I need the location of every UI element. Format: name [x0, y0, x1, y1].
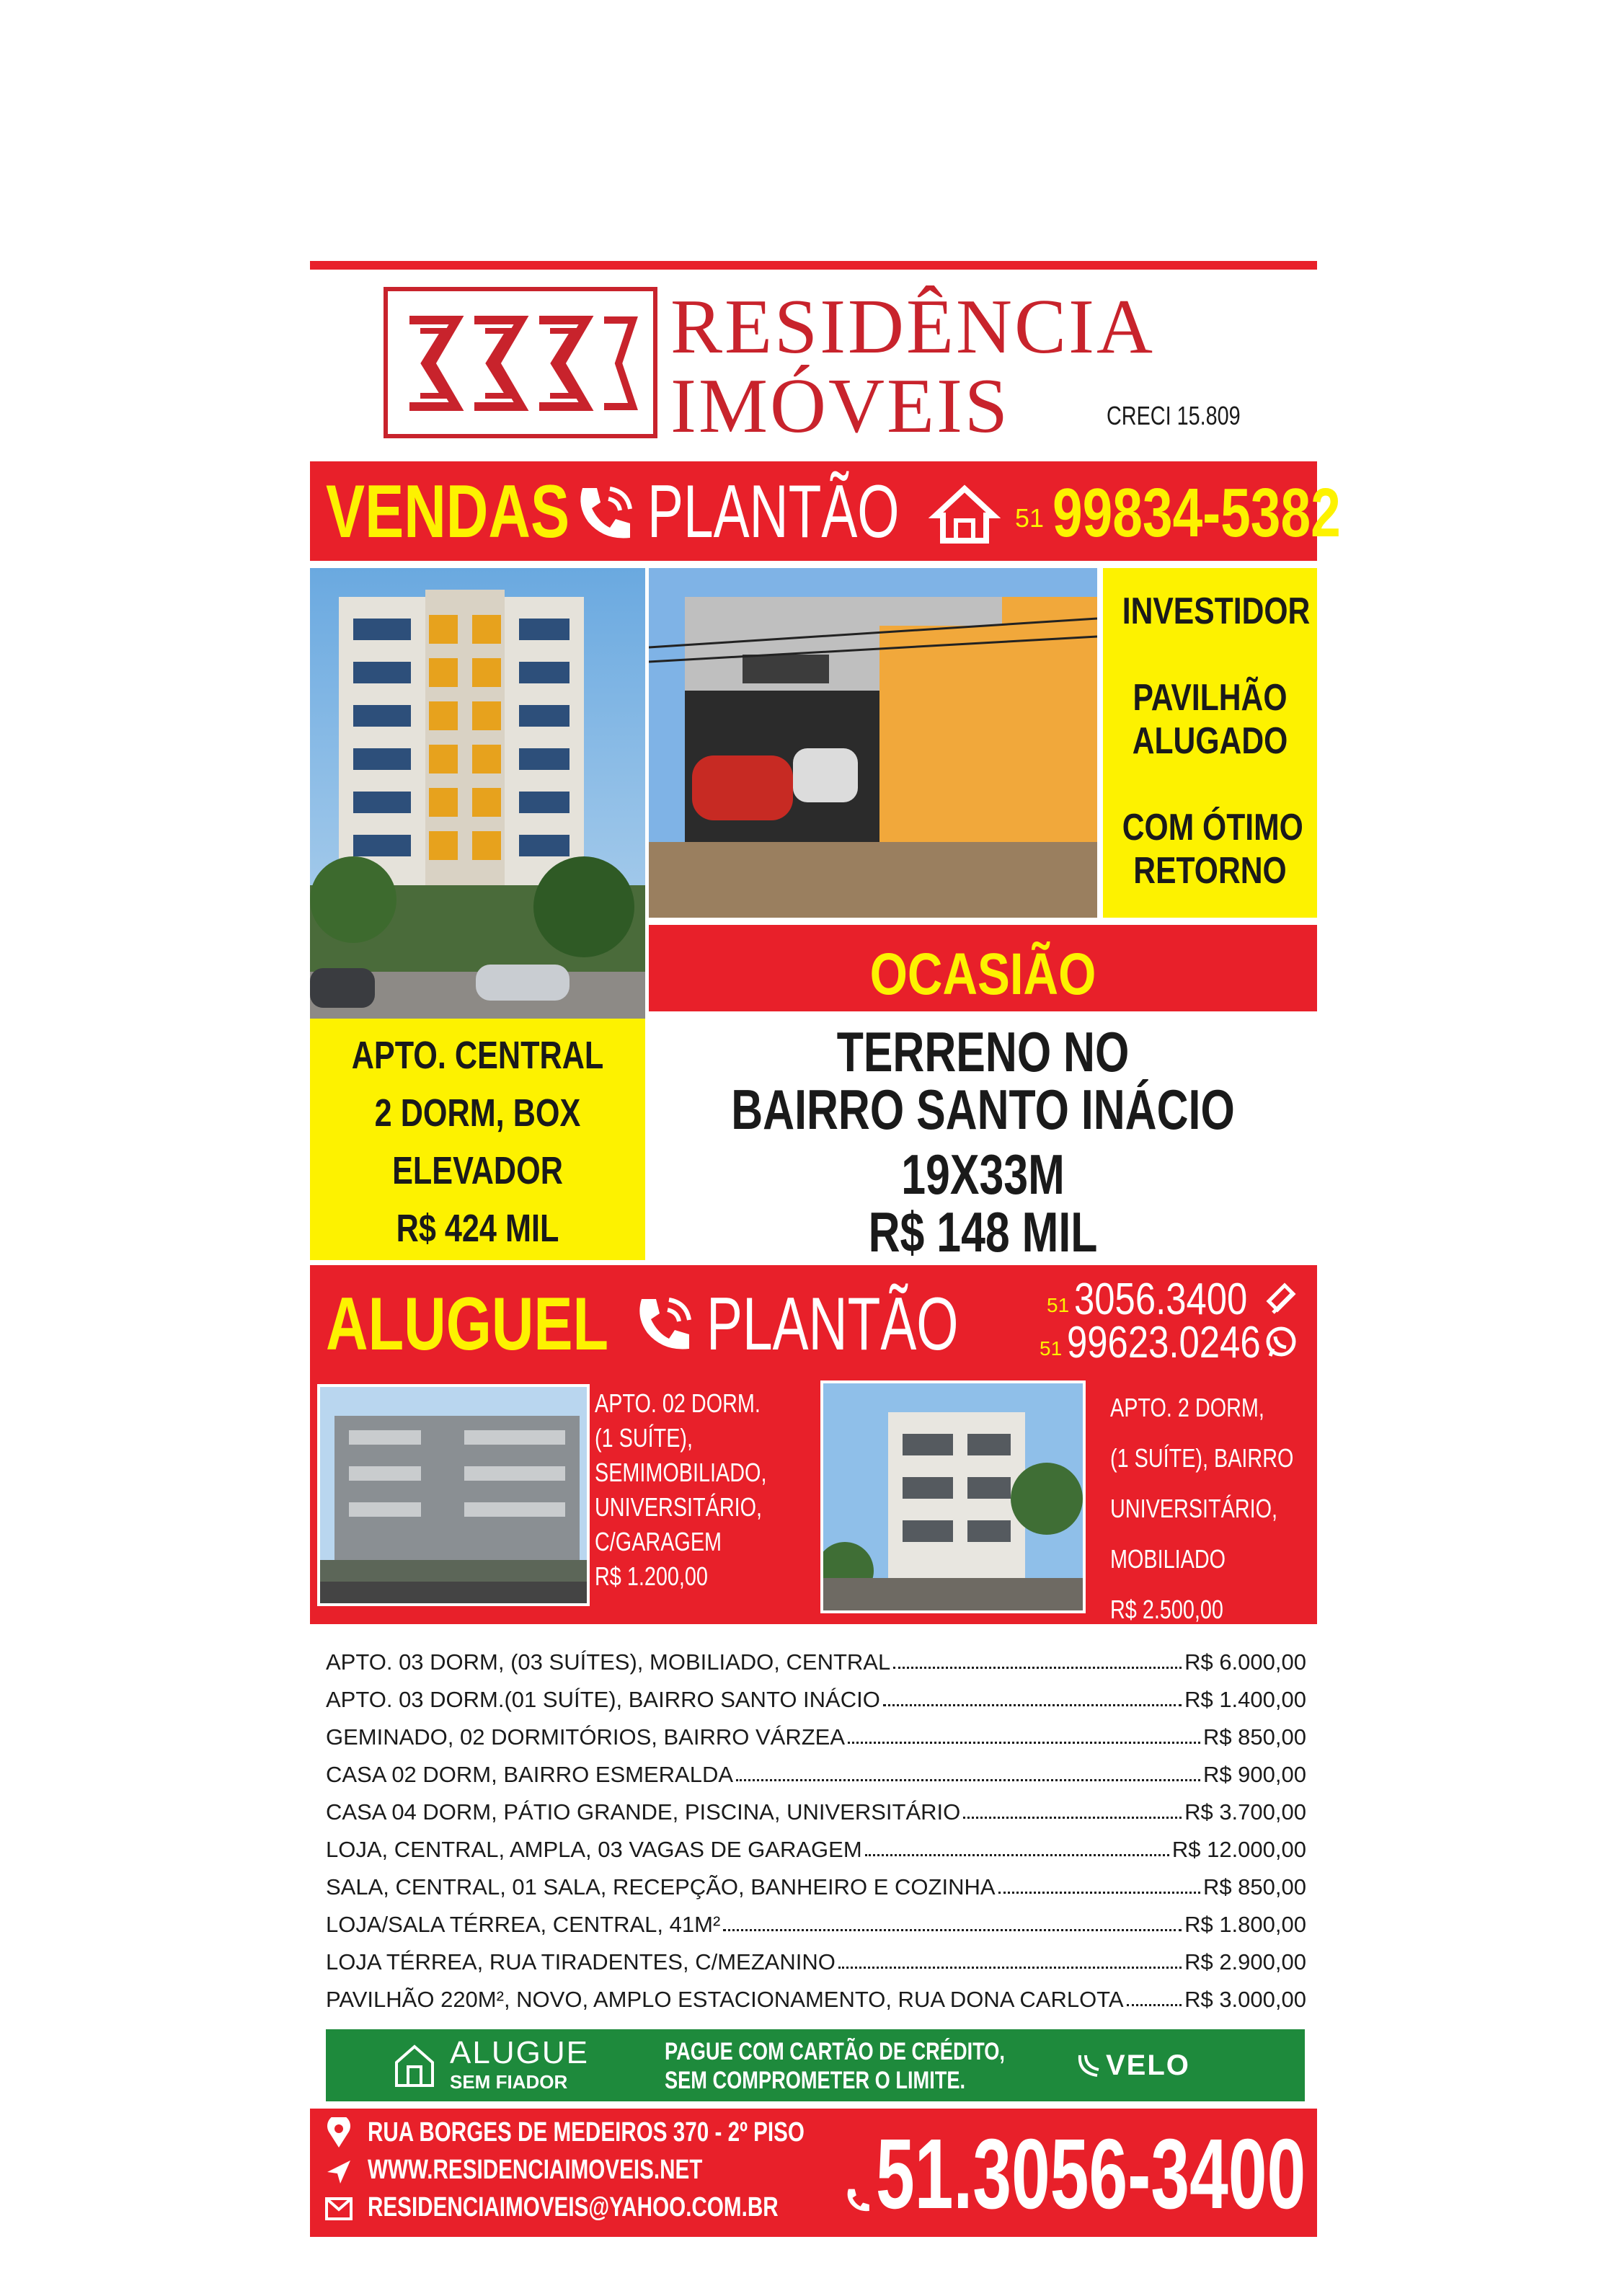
warehouse-photo — [649, 568, 1097, 918]
velo-logo-icon — [1076, 2051, 1104, 2080]
promo-partner: VELO — [1106, 2049, 1190, 2081]
house-key-icon — [392, 2042, 437, 2090]
ocasiao-line3: 19X33M — [901, 1143, 1065, 1206]
listing-price: R$ 2.900,00 — [1184, 1949, 1306, 1974]
house-icon — [929, 483, 1001, 544]
rent-featured-1-line: UNIVERSITÁRIO, — [595, 1492, 763, 1522]
rent-section — [310, 1265, 1317, 1624]
list-item — [326, 1830, 1306, 1863]
promo-alugue: ALUGUE — [450, 2035, 589, 2070]
apartment-line1: APTO. CENTRAL — [351, 1034, 604, 1077]
top-red-rule — [310, 261, 1317, 270]
sales-plantao: PLANTÃO — [647, 470, 900, 554]
ocasiao-line2: BAIRRO SANTO INÁCIO — [731, 1078, 1235, 1141]
ocasiao-line1: TERRENO NO — [836, 1020, 1130, 1083]
phone-icon — [568, 477, 640, 549]
listing-description: PAVILHÃO 220M², NOVO, AMPLO ESTACIONAMENTO, RUA DONA CARLOTA — [326, 1987, 1124, 2012]
rent-featured-1-line: (1 SUÍTE), — [595, 1423, 693, 1453]
ocasiao-heading-bar — [649, 925, 1317, 1011]
rent-phone1: 3056.3400 — [1074, 1275, 1248, 1324]
list-item — [326, 1680, 1306, 1713]
phone-icon — [842, 2184, 874, 2216]
list-item — [326, 1792, 1306, 1825]
logo-mark — [384, 287, 657, 438]
apartment-box — [310, 1019, 645, 1260]
listing-price: R$ 12.000,00 — [1171, 1837, 1306, 1862]
rent-featured-1-line: SEMIMOBILIADO, — [595, 1458, 767, 1487]
rent-featured-2-line: APTO. 2 DORM, — [1110, 1393, 1264, 1422]
ocasiao-price: R$ 148 MIL — [868, 1200, 1098, 1264]
listing-description: LOJA TÉRREA, RUA TIRADENTES, C/MEZANINO — [326, 1949, 836, 1974]
rent-featured-1 — [595, 1386, 810, 1594]
listing-description: CASA 04 DORM, PÁTIO GRANDE, PISCINA, UNIVERSITÁRIO — [326, 1799, 961, 1825]
rent-featured-2-line: (1 SUÍTE), BAIRRO — [1110, 1443, 1294, 1473]
rent-featured-1-line: APTO. 02 DORM. — [595, 1388, 761, 1418]
rent-photo-1 — [317, 1384, 590, 1606]
promo-message-line2: SEM COMPROMETER O LIMITE. — [665, 2067, 966, 2094]
listing-description: CASA 02 DORM, BAIRRO ESMERALDA — [326, 1762, 734, 1787]
ocasiao-heading: OCASIÃO — [869, 941, 1096, 1007]
send-arrow-icon — [324, 2158, 353, 2186]
promo-sem-fiador: SEM FIADOR — [450, 2071, 568, 2093]
rent-phone2: 99623.0246 — [1067, 1318, 1261, 1368]
footer-phone[interactable]: 51.3056-3400 — [876, 2119, 1306, 2230]
investor-line5: RETORNO — [1133, 850, 1287, 892]
listing-price: R$ 900,00 — [1202, 1762, 1306, 1787]
listing-price: R$ 3.000,00 — [1184, 1987, 1306, 2012]
listing-price: R$ 3.700,00 — [1184, 1799, 1306, 1825]
sales-phone-prefix: 51 — [1015, 503, 1045, 533]
sales-header — [310, 461, 1341, 561]
listing-description: APTO. 03 DORM, (03 SUÍTES), MOBILIADO, CENTRAL — [326, 1649, 891, 1675]
apartment-line3: ELEVADOR — [392, 1149, 563, 1192]
listing-description: LOJA, CENTRAL, AMPLA, 03 VAGAS DE GARAGEM — [326, 1837, 862, 1862]
rent-featured-2-line: UNIVERSITÁRIO, — [1110, 1494, 1278, 1523]
footer-website[interactable]: WWW.RESIDENCIAIMOVEIS.NET — [368, 2155, 703, 2185]
rent-featured-2 — [1110, 1383, 1339, 1635]
list-item — [326, 1755, 1306, 1788]
rent-featured-1-line: C/GARAGEM — [595, 1527, 722, 1556]
rent-photo-2 — [820, 1380, 1086, 1613]
rent-title: ALUGUEL — [326, 1282, 609, 1366]
rent-featured-2-line: MOBILIADO — [1110, 1544, 1226, 1574]
whatsapp-icon — [1263, 1324, 1299, 1360]
list-item — [326, 1942, 1306, 1975]
location-pin-icon — [324, 2117, 353, 2149]
email-icon — [324, 2197, 353, 2221]
handset-icon — [1263, 1280, 1299, 1319]
investor-line1: INVESTIDOR — [1122, 590, 1311, 632]
brand-name-line1: RESIDÊNCIA — [670, 284, 1155, 370]
sales-title: VENDAS — [326, 470, 570, 554]
promo-message-line1: PAGUE COM CARTÃO DE CRÉDITO, — [665, 2038, 1005, 2065]
creci-number: CRECI 15.809 — [1107, 401, 1241, 430]
rent-phone1-prefix: 51 — [1047, 1294, 1070, 1316]
rent-phone2-prefix: 51 — [1040, 1337, 1063, 1360]
listing-description: APTO. 03 DORM.(01 SUÍTE), BAIRRO SANTO INÁCIO — [326, 1687, 880, 1712]
sales-phone: 99834-5382 — [1052, 474, 1341, 551]
listing-description: GEMINADO, 02 DORMITÓRIOS, BAIRRO VÁRZEA — [326, 1724, 845, 1750]
rent-featured-1-price: R$ 1.200,00 — [595, 1561, 708, 1591]
footer-email[interactable]: RESIDENCIAIMOVEIS@YAHOO.COM.BR — [368, 2192, 779, 2222]
list-item — [326, 1980, 1306, 2013]
investor-line3: ALUGADO — [1132, 720, 1288, 762]
list-item — [326, 1905, 1306, 1938]
listing-price: R$ 850,00 — [1202, 1874, 1306, 1900]
phone-icon — [627, 1288, 699, 1360]
promo-bar — [326, 2029, 1305, 2101]
apartment-price: R$ 424 MIL — [396, 1207, 559, 1250]
list-item — [326, 1717, 1306, 1750]
logo-chevrons-icon — [388, 291, 653, 434]
footer — [310, 2109, 1317, 2237]
list-item — [326, 1867, 1306, 1900]
list-item — [326, 1642, 1306, 1675]
building-photo — [310, 568, 645, 1019]
listing-price: R$ 850,00 — [1202, 1724, 1306, 1750]
investor-line2: PAVILHÃO — [1133, 677, 1288, 719]
listing-price: R$ 1.800,00 — [1184, 1912, 1306, 1937]
rent-featured-2-price: R$ 2.500,00 — [1110, 1595, 1223, 1624]
listing-description: LOJA/SALA TÉRREA, CENTRAL, 41M² — [326, 1912, 721, 1937]
listing-price: R$ 1.400,00 — [1184, 1687, 1306, 1712]
brand-name-line2: IMÓVEIS — [670, 363, 1010, 449]
rent-plantao: PLANTÃO — [706, 1282, 959, 1366]
investor-line4: COM ÓTIMO — [1122, 807, 1303, 848]
investor-box — [1103, 568, 1317, 918]
listing-description: SALA, CENTRAL, 01 SALA, RECEPÇÃO, BANHEIRO E COZINHA — [326, 1874, 996, 1900]
apartment-line2: 2 DORM, BOX — [374, 1091, 581, 1135]
listing-price: R$ 6.000,00 — [1184, 1649, 1306, 1675]
footer-address: RUA BORGES DE MEDEIROS 370 - 2º PISO — [368, 2117, 805, 2147]
